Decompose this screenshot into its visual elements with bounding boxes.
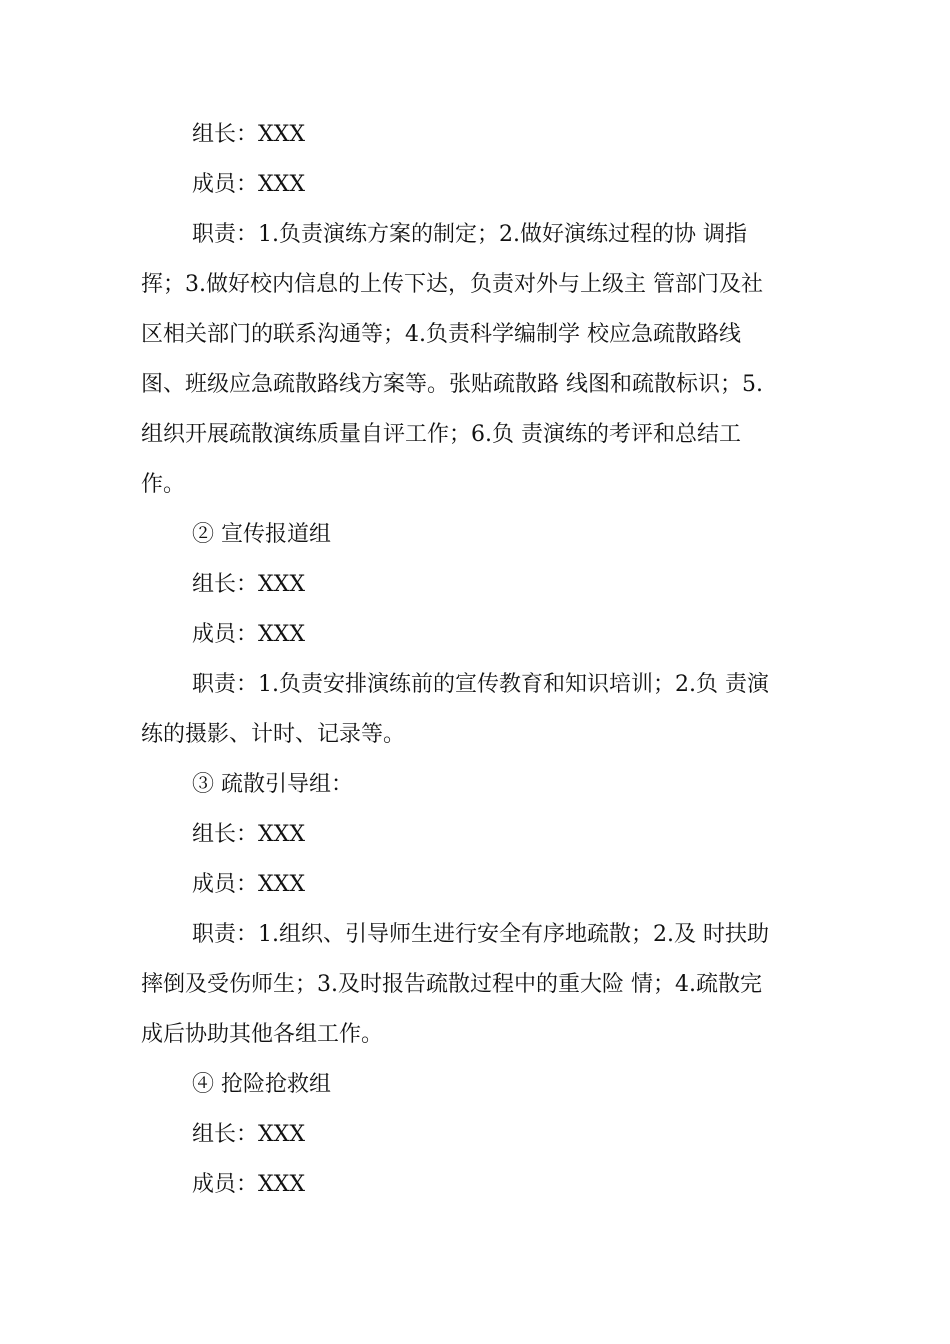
text-line: 成员：XXX [192,872,305,897]
text-line: 区相关部门的联系沟通等；4.负责科学编制学 校应急疏散路线 [141,322,741,347]
text-line: 挥；3.做好校内信息的上传下达，负责对外与上级主 管部门及社 [141,272,763,297]
text-line: 摔倒及受伤师生；3.及时报告疏散过程中的重大险 情；4.疏散完 [141,972,762,997]
text-line: 成员：XXX [192,172,305,197]
text-line: 图、班级应急疏散路线方案等。张贴疏散路 线图和疏散标识；5. [141,372,763,397]
text-line: 组织开展疏散演练质量自评工作；6.负 责演练的考评和总结工 [141,422,741,447]
text-line: 职责：1.组织、引导师生进行安全有序地疏散；2.及 时扶助 [192,922,769,947]
text-line: 组长：XXX [192,822,305,847]
text-line: 练的摄影、计时、记录等。 [141,722,406,747]
section-heading: ③ 疏散引导组： [192,772,353,797]
section-heading: ② 宣传报道组 [192,522,331,547]
text-line: 成员：XXX [192,622,305,647]
text-line: 职责：1.负责演练方案的制定；2.做好演练过程的协 调指 [192,222,747,247]
text-line: 成员：XXX [192,1172,305,1197]
section-heading: ④ 抢险抢救组 [192,1072,331,1097]
text-line: 成后协助其他各组工作。 [141,1022,384,1047]
text-line: 组长：XXX [192,572,305,597]
text-line: 职责：1.负责安排演练前的宣传教育和知识培训；2.负 责演 [192,672,769,697]
text-line: 组长：XXX [192,122,305,147]
text-line: 组长：XXX [192,1122,305,1147]
document-body [141,110,819,1210]
text-line: 作。 [141,472,186,497]
